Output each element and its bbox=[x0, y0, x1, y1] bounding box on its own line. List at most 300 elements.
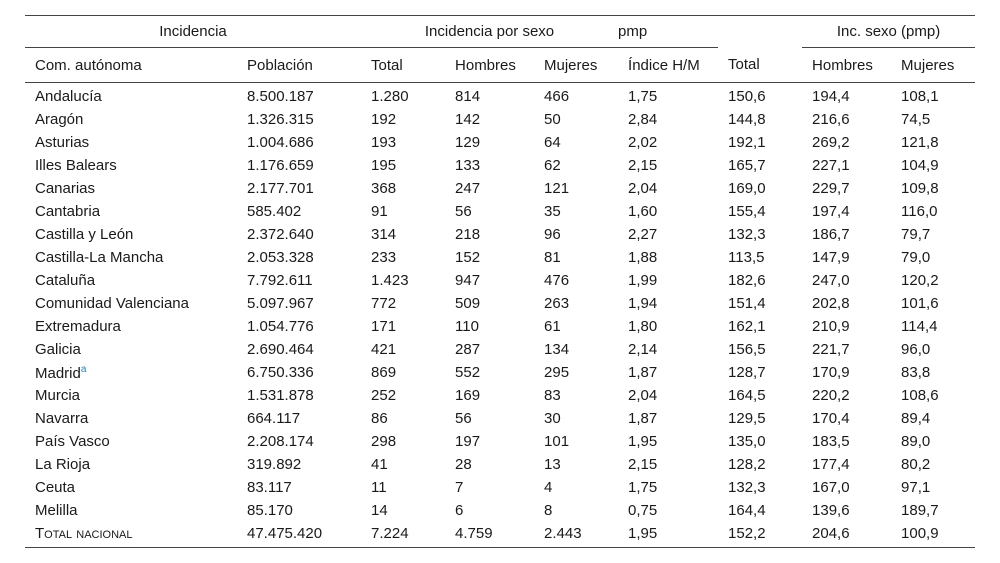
cell-value: 133 bbox=[455, 157, 481, 174]
col-poblacion: Población bbox=[237, 48, 361, 83]
cell-value: 1,87 bbox=[628, 410, 658, 427]
cell-value: 150,6 bbox=[728, 88, 766, 105]
group-pmp: pmp bbox=[618, 16, 718, 48]
table-row bbox=[25, 246, 975, 269]
cell-value: 221,7 bbox=[812, 341, 850, 358]
cell-value: 156,5 bbox=[728, 341, 766, 358]
cell-value: 7.224 bbox=[371, 525, 409, 542]
table-cell bbox=[618, 361, 718, 384]
cell-value: 252 bbox=[371, 387, 397, 404]
cell-value: 552 bbox=[455, 364, 481, 381]
table-cell bbox=[237, 292, 361, 315]
table-cell bbox=[802, 522, 891, 548]
table-cell bbox=[237, 361, 361, 384]
table-row bbox=[25, 200, 975, 223]
table-row bbox=[25, 177, 975, 200]
table-cell bbox=[891, 200, 975, 223]
table-cell bbox=[25, 361, 237, 384]
cell-value: 100,9 bbox=[901, 525, 939, 542]
col-total: Total bbox=[361, 48, 445, 83]
table-cell bbox=[618, 200, 718, 223]
cell-value: 6 bbox=[455, 502, 464, 519]
table-cell bbox=[25, 499, 237, 522]
group-spacer bbox=[718, 16, 802, 48]
table-row bbox=[25, 315, 975, 338]
table-cell bbox=[25, 177, 237, 200]
cell-value: 1,88 bbox=[628, 249, 658, 266]
table-cell bbox=[718, 384, 802, 407]
cell-value: 287 bbox=[455, 341, 481, 358]
table-cell bbox=[237, 154, 361, 177]
table-cell bbox=[237, 338, 361, 361]
cell-value: 97,1 bbox=[901, 479, 931, 496]
cell-value: 189,7 bbox=[901, 502, 939, 519]
table-cell bbox=[237, 223, 361, 246]
table-container bbox=[25, 15, 975, 548]
cell-value: 186,7 bbox=[812, 226, 850, 243]
table-cell bbox=[534, 453, 618, 476]
cell-value: 151,4 bbox=[728, 295, 766, 312]
cell-value: Comunidad Valenciana bbox=[35, 295, 189, 312]
cell-value: Madrid bbox=[35, 364, 81, 382]
cell-value: 1,99 bbox=[628, 272, 658, 289]
cell-value: 96 bbox=[544, 226, 561, 243]
table-cell bbox=[618, 246, 718, 269]
table-cell bbox=[445, 315, 534, 338]
cell-value: 192 bbox=[371, 111, 397, 128]
cell-value: 83,8 bbox=[901, 364, 931, 381]
table-cell bbox=[25, 430, 237, 453]
cell-value: 314 bbox=[371, 226, 397, 243]
cell-value: 108,6 bbox=[901, 387, 939, 404]
cell-value: 101 bbox=[544, 433, 570, 450]
cell-value: 83 bbox=[544, 387, 561, 404]
table-cell bbox=[361, 83, 445, 109]
table-cell bbox=[891, 338, 975, 361]
table-cell bbox=[718, 315, 802, 338]
table-cell bbox=[534, 315, 618, 338]
cell-value: 109,8 bbox=[901, 180, 939, 197]
table-cell bbox=[891, 269, 975, 292]
table-cell bbox=[445, 108, 534, 131]
table-cell bbox=[361, 361, 445, 384]
table-cell bbox=[361, 154, 445, 177]
table-cell bbox=[718, 499, 802, 522]
table-cell bbox=[25, 83, 237, 109]
table-cell bbox=[445, 154, 534, 177]
cell-value: 466 bbox=[544, 88, 570, 105]
table-cell bbox=[237, 177, 361, 200]
table-cell bbox=[534, 430, 618, 453]
table-cell bbox=[891, 223, 975, 246]
cell-value: Illes Balears bbox=[35, 157, 117, 174]
cell-value: Galicia bbox=[35, 341, 81, 358]
table-cell bbox=[718, 269, 802, 292]
table-cell bbox=[445, 200, 534, 223]
cell-value: 79,0 bbox=[901, 249, 931, 266]
table-row bbox=[25, 338, 975, 361]
table-cell bbox=[891, 407, 975, 430]
cell-value: 1,94 bbox=[628, 295, 658, 312]
cell-value: 96,0 bbox=[901, 341, 931, 358]
table-body bbox=[25, 83, 975, 548]
table-cell bbox=[718, 131, 802, 154]
cell-value: Ceuta bbox=[35, 479, 76, 496]
table-cell bbox=[361, 476, 445, 499]
cell-value: 204,6 bbox=[812, 525, 850, 542]
cell-value: 269,2 bbox=[812, 134, 850, 151]
table-cell bbox=[891, 246, 975, 269]
cell-value: Aragón bbox=[35, 111, 84, 128]
cell-value: 216,6 bbox=[812, 111, 850, 128]
table-cell bbox=[361, 292, 445, 315]
table-cell bbox=[891, 453, 975, 476]
table-cell bbox=[534, 83, 618, 109]
cell-value: 121,8 bbox=[901, 134, 939, 151]
cell-value: 30 bbox=[544, 410, 561, 427]
table-cell bbox=[891, 131, 975, 154]
table-cell bbox=[237, 499, 361, 522]
cell-value: 79,7 bbox=[901, 226, 931, 243]
table-cell bbox=[25, 108, 237, 131]
cell-value: 298 bbox=[371, 433, 397, 450]
cell-value: 4 bbox=[544, 479, 553, 496]
cell-value: 476 bbox=[544, 272, 570, 289]
cell-value: 129 bbox=[455, 134, 481, 151]
cell-value: 116,0 bbox=[901, 203, 938, 220]
table-cell bbox=[534, 292, 618, 315]
cell-value: 772 bbox=[371, 295, 397, 312]
cell-value: 1,60 bbox=[628, 203, 658, 220]
cell-value: 182,6 bbox=[728, 272, 766, 289]
table-cell bbox=[802, 269, 891, 292]
cell-value: 1,75 bbox=[628, 88, 658, 105]
table-cell bbox=[237, 384, 361, 407]
table-cell bbox=[361, 131, 445, 154]
cell-value: 1.176.659 bbox=[247, 157, 314, 174]
table-cell bbox=[718, 361, 802, 384]
cell-value: Asturias bbox=[35, 134, 90, 151]
table-cell bbox=[891, 476, 975, 499]
group-incidencia-por-sexo: Incidencia por sexo bbox=[361, 16, 618, 48]
table-row bbox=[25, 292, 975, 315]
table-cell bbox=[618, 177, 718, 200]
cell-value: 194,4 bbox=[812, 88, 850, 105]
table-cell bbox=[718, 453, 802, 476]
cell-value: 121 bbox=[544, 180, 570, 197]
table-cell bbox=[891, 522, 975, 548]
table-cell bbox=[718, 476, 802, 499]
table-cell bbox=[718, 246, 802, 269]
table-row bbox=[25, 223, 975, 246]
cell-value: 509 bbox=[455, 295, 481, 312]
cell-value: 197 bbox=[455, 433, 481, 450]
col-hombres-pmp: Hombres bbox=[802, 48, 891, 83]
table-cell bbox=[534, 407, 618, 430]
cell-value: 1,80 bbox=[628, 318, 658, 335]
table-cell bbox=[25, 223, 237, 246]
table-cell bbox=[25, 269, 237, 292]
table-cell bbox=[361, 246, 445, 269]
table-cell bbox=[361, 223, 445, 246]
cell-value: 13 bbox=[544, 456, 561, 473]
table-cell bbox=[802, 83, 891, 109]
table-row bbox=[25, 154, 975, 177]
table-cell bbox=[718, 223, 802, 246]
table-cell bbox=[802, 453, 891, 476]
table-cell bbox=[361, 407, 445, 430]
table-cell bbox=[237, 131, 361, 154]
table-cell bbox=[618, 223, 718, 246]
table-cell bbox=[618, 108, 718, 131]
col-total-pmp: Total bbox=[718, 48, 802, 83]
cell-value: 233 bbox=[371, 249, 397, 266]
cell-value: 247,0 bbox=[812, 272, 850, 289]
table-row bbox=[25, 476, 975, 499]
cell-value: 104,9 bbox=[901, 157, 939, 174]
table-cell bbox=[534, 108, 618, 131]
table-cell bbox=[361, 177, 445, 200]
table-row bbox=[25, 430, 975, 453]
cell-value: Cantabria bbox=[35, 203, 101, 220]
table-cell bbox=[802, 384, 891, 407]
table-cell bbox=[618, 407, 718, 430]
cell-value: 164,5 bbox=[728, 387, 766, 404]
cell-value: 142 bbox=[455, 111, 481, 128]
table-cell bbox=[25, 200, 237, 223]
cell-value: 177,4 bbox=[812, 456, 850, 473]
cell-value: 28 bbox=[455, 456, 472, 473]
cell-value: 664.117 bbox=[247, 410, 301, 427]
cell-value: 2,02 bbox=[628, 134, 658, 151]
table-cell bbox=[25, 131, 237, 154]
cell-value: Navarra bbox=[35, 410, 89, 427]
cell-value: 227,1 bbox=[812, 157, 850, 174]
table-cell bbox=[618, 430, 718, 453]
cell-value: 113,5 bbox=[728, 249, 765, 266]
cell-value: 192,1 bbox=[728, 134, 766, 151]
cell-value: 128,7 bbox=[728, 364, 766, 381]
cell-value: 1.054.776 bbox=[247, 318, 314, 335]
table-row bbox=[25, 453, 975, 476]
cell-value: 2.443 bbox=[544, 525, 582, 542]
cell-value: 7 bbox=[455, 479, 464, 496]
table-cell bbox=[237, 83, 361, 109]
cell-value: 1,95 bbox=[628, 433, 658, 450]
table-row bbox=[25, 269, 975, 292]
cell-value: 170,9 bbox=[812, 364, 850, 381]
table-cell bbox=[802, 315, 891, 338]
cell-value: 164,4 bbox=[728, 502, 766, 519]
table-cell bbox=[445, 131, 534, 154]
table-cell bbox=[718, 83, 802, 109]
table-cell bbox=[445, 361, 534, 384]
cell-value: 144,8 bbox=[728, 111, 766, 128]
cell-value: 128,2 bbox=[728, 456, 766, 473]
group-inc-sexo-pmp: Inc. sexo (pmp) bbox=[802, 16, 975, 48]
group-incidencia: Incidencia bbox=[25, 16, 361, 48]
cell-value: Canarias bbox=[35, 180, 96, 197]
cell-value: 421 bbox=[371, 341, 397, 358]
cell-value: Murcia bbox=[35, 387, 81, 404]
cell-value: 61 bbox=[544, 318, 561, 335]
cell-value: 368 bbox=[371, 180, 397, 197]
cell-value: 0,75 bbox=[628, 502, 658, 519]
cell-value: 135,0 bbox=[728, 433, 766, 450]
cell-value: Extremadura bbox=[35, 318, 121, 335]
table-cell bbox=[891, 499, 975, 522]
cell-value: Castilla-La Mancha bbox=[35, 249, 164, 266]
table-cell bbox=[237, 108, 361, 131]
table-cell bbox=[534, 476, 618, 499]
table-cell bbox=[534, 223, 618, 246]
table-cell bbox=[802, 361, 891, 384]
cell-value: 170,4 bbox=[812, 410, 850, 427]
table-cell bbox=[802, 292, 891, 315]
cell-value: 5.097.967 bbox=[247, 295, 314, 312]
table-cell bbox=[237, 453, 361, 476]
cell-value: 947 bbox=[455, 272, 481, 289]
table-cell bbox=[618, 292, 718, 315]
cell-value: 2,04 bbox=[628, 387, 658, 404]
cell-value: 8 bbox=[544, 502, 553, 519]
cell-value: 210,9 bbox=[812, 318, 850, 335]
cell-value: 62 bbox=[544, 157, 561, 174]
cell-value: 195 bbox=[371, 157, 397, 174]
cell-value: 295 bbox=[544, 364, 570, 381]
table-cell bbox=[361, 315, 445, 338]
table-cell bbox=[891, 315, 975, 338]
cell-value: 14 bbox=[371, 502, 388, 519]
col-comunidad: Com. autónoma bbox=[25, 48, 237, 83]
group-header-row bbox=[25, 16, 975, 48]
cell-value: 2.053.328 bbox=[247, 249, 314, 266]
cell-value: 2.177.701 bbox=[247, 180, 314, 197]
cell-value: 129,5 bbox=[728, 410, 766, 427]
table-cell bbox=[445, 246, 534, 269]
table-cell bbox=[618, 269, 718, 292]
table-cell bbox=[25, 315, 237, 338]
cell-value: 120,2 bbox=[901, 272, 939, 289]
table-cell bbox=[25, 453, 237, 476]
table-cell bbox=[802, 200, 891, 223]
table-cell bbox=[802, 246, 891, 269]
cell-value: 1.531.878 bbox=[247, 387, 314, 404]
cell-value: 152,2 bbox=[728, 525, 766, 542]
cell-value: 89,4 bbox=[901, 410, 931, 427]
table-cell bbox=[237, 269, 361, 292]
cell-value: 47.475.420 bbox=[247, 525, 323, 542]
cell-value: 197,4 bbox=[812, 203, 850, 220]
table-row bbox=[25, 131, 975, 154]
table-cell bbox=[618, 131, 718, 154]
table-cell bbox=[25, 246, 237, 269]
cell-value: 229,7 bbox=[812, 180, 850, 197]
table-cell bbox=[534, 131, 618, 154]
table-cell bbox=[891, 292, 975, 315]
table-cell bbox=[361, 269, 445, 292]
table-cell bbox=[25, 522, 237, 548]
col-hombres: Hombres bbox=[445, 48, 534, 83]
table-cell bbox=[237, 246, 361, 269]
table-cell bbox=[534, 154, 618, 177]
cell-value: 11 bbox=[371, 479, 387, 496]
table-cell bbox=[25, 338, 237, 361]
column-header-row bbox=[25, 48, 975, 83]
cell-value: 165,7 bbox=[728, 157, 766, 174]
table-cell bbox=[361, 522, 445, 548]
table-cell bbox=[25, 154, 237, 177]
cell-value: 218 bbox=[455, 226, 481, 243]
cell-value: País Vasco bbox=[35, 433, 110, 450]
table-cell bbox=[534, 384, 618, 407]
table-cell bbox=[618, 154, 718, 177]
table-cell bbox=[25, 384, 237, 407]
cell-value: 41 bbox=[371, 456, 388, 473]
cell-value: 162,1 bbox=[728, 318, 766, 335]
footnote-marker[interactable]: a bbox=[80, 363, 87, 375]
cell-value: 319.892 bbox=[247, 456, 302, 473]
cell-value: 4.759 bbox=[455, 525, 493, 542]
cell-value: 50 bbox=[544, 111, 561, 128]
table-cell bbox=[618, 522, 718, 548]
table-row bbox=[25, 407, 975, 430]
table-cell bbox=[361, 453, 445, 476]
cell-value: 114,4 bbox=[901, 318, 938, 335]
table-cell bbox=[718, 338, 802, 361]
cell-value: 247 bbox=[455, 180, 481, 197]
cell-value: 193 bbox=[371, 134, 397, 151]
cell-value: 74,5 bbox=[901, 111, 931, 128]
table-cell bbox=[534, 338, 618, 361]
cell-value: 2,15 bbox=[628, 157, 658, 174]
cell-value: Melilla bbox=[35, 502, 78, 519]
cell-value: 220,2 bbox=[812, 387, 850, 404]
table-cell bbox=[445, 338, 534, 361]
cell-value: 2,84 bbox=[628, 111, 658, 128]
cell-value: 35 bbox=[544, 203, 561, 220]
col-mujeres-pmp: Mujeres bbox=[891, 48, 975, 83]
cell-value: 1,75 bbox=[628, 479, 658, 496]
cell-value: 83.117 bbox=[247, 479, 292, 496]
table-cell bbox=[802, 177, 891, 200]
table-cell bbox=[891, 361, 975, 384]
table-row bbox=[25, 499, 975, 522]
table-cell bbox=[534, 522, 618, 548]
cell-value: 110 bbox=[455, 318, 479, 335]
table-cell bbox=[361, 499, 445, 522]
cell-value: Cataluña bbox=[35, 272, 96, 289]
table-cell bbox=[445, 499, 534, 522]
cell-value: Total nacional bbox=[35, 525, 133, 542]
table-cell bbox=[891, 177, 975, 200]
table-cell bbox=[718, 154, 802, 177]
cell-value: 81 bbox=[544, 249, 561, 266]
table-row bbox=[25, 361, 975, 384]
table-cell bbox=[237, 315, 361, 338]
table-cell bbox=[891, 384, 975, 407]
cell-value: 80,2 bbox=[901, 456, 931, 473]
table-cell bbox=[534, 177, 618, 200]
cell-value: 56 bbox=[455, 203, 472, 220]
table-cell bbox=[361, 108, 445, 131]
table-row bbox=[25, 384, 975, 407]
cell-value: 585.402 bbox=[247, 203, 302, 220]
cell-value: 2.690.464 bbox=[247, 341, 314, 358]
cell-value: 869 bbox=[371, 364, 397, 381]
cell-value: 1.423 bbox=[371, 272, 409, 289]
table-row bbox=[25, 522, 975, 548]
